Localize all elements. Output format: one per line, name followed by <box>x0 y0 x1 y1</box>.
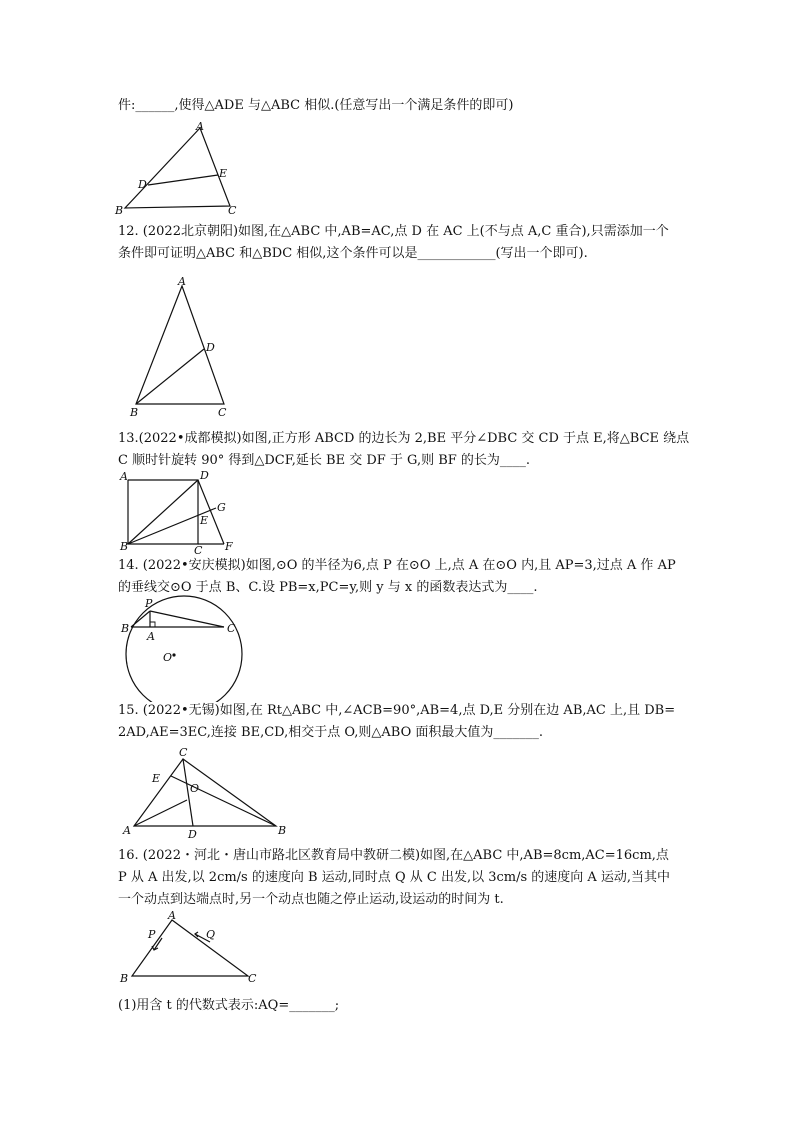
segment-ao <box>134 800 187 826</box>
center-point <box>172 653 175 656</box>
label-b: B <box>278 824 287 837</box>
label-o: O <box>163 651 173 664</box>
label-c: C <box>194 544 203 554</box>
label-c: C <box>227 622 236 635</box>
segment-de <box>148 175 218 185</box>
segment-pb <box>131 611 150 627</box>
label-b: B <box>130 406 139 419</box>
q16-line2: P 从 A 出发,以 2cm/s 的速度向 B 运动,同时点 Q 从 C 出发,以 3cm/s 的速度向 A 运动,当其中 <box>118 870 671 885</box>
figure-13 <box>116 468 238 554</box>
label-c: C <box>228 204 237 217</box>
segment-pc <box>150 611 224 627</box>
label-o: O <box>190 782 200 795</box>
figure-11 <box>110 118 250 218</box>
circle-o <box>126 596 242 702</box>
label-g: G <box>217 501 226 514</box>
label-e: E <box>219 167 228 180</box>
label-p: P <box>145 597 153 610</box>
label-a: A <box>168 909 176 922</box>
label-a: A <box>120 470 128 483</box>
label-b: B <box>121 622 130 635</box>
label-c: C <box>179 746 188 759</box>
label-a: A <box>178 275 186 288</box>
label-c: C <box>248 972 257 985</box>
label-b: B <box>120 972 129 985</box>
label-d: D <box>206 341 215 354</box>
q13-line1: 13.(2022•成都模拟)如图,正方形 ABCD 的边长为 2,BE 平分∠DBC 交 CD 于点 E,将△BCE 绕点 <box>118 431 690 446</box>
q12-line1: 12. (2022北京朝阳)如图,在△ABC 中,AB=AC,点 D 在 AC 上(不与点 A,C 重合),只需添加一个 <box>118 224 669 239</box>
right-angle-mark <box>150 622 155 627</box>
figure-16 <box>116 908 262 988</box>
q16-line3: 一个动点到达端点时,另一个动点也随之停止运动,设运动的时间为 t. <box>118 892 504 907</box>
label-c: C <box>218 406 227 419</box>
label-p: P <box>148 928 156 941</box>
label-b: B <box>115 204 124 217</box>
q16-part1: (1)用含 t 的代数式表示:AQ=_______; <box>118 998 340 1013</box>
q16-line1: 16. (2022・河北・唐山市路北区教育局中教研二模)如图,在△ABC 中,AB=8cm,AC=16cm,点 <box>118 848 669 863</box>
q15-line1: 15. (2022•无锡)如图,在 Rt△ABC 中,∠ACB=90°,AB=4,点 D,E 分别在边 AB,AC 上,且 DB= <box>118 703 676 718</box>
label-d: D <box>200 469 209 482</box>
label-d: D <box>188 828 197 840</box>
q14-line1: 14. (2022•安庆模拟)如图,⊙O 的半径为6,点 P 在⊙O 上,点 A 在⊙O 内,且 AP=3,过点 A 作 AP <box>118 558 676 573</box>
label-a: A <box>196 120 204 133</box>
label-e: E <box>152 772 161 785</box>
q11-text: 件:______,使得△ADE 与△ABC 相似.(任意写出一个满足条件的即可) <box>118 98 514 113</box>
segment-bd <box>128 480 198 544</box>
triangle-abc <box>125 128 230 208</box>
figure-15 <box>116 744 296 840</box>
label-e: E <box>200 514 209 527</box>
label-d: D <box>138 178 147 191</box>
q12-line2: 条件即可证明△ABC 和△BDC 相似,这个条件可以是____________(写出一个即可). <box>118 246 588 261</box>
label-a: A <box>123 824 131 837</box>
q15-line2: 2AD,AE=3EC,连接 BE,CD,相交于点 O,则△ABO 面积最大值为_______. <box>118 725 544 740</box>
figure-14 <box>114 594 246 702</box>
label-f: F <box>225 540 233 553</box>
label-b: B <box>120 540 129 553</box>
figure-12 <box>118 272 248 420</box>
label-q: Q <box>206 928 216 941</box>
q13-line2: C 顺时针旋转 90° 得到△DCF,延长 BE 交 DF 于 G,则 BF 的长为____. <box>118 453 531 468</box>
label-a: A <box>147 630 155 643</box>
q14-line2: 的垂线交⊙O 于点 B、C.设 PB=x,PC=y,则 y 与 x 的函数表达式为____. <box>118 580 538 595</box>
